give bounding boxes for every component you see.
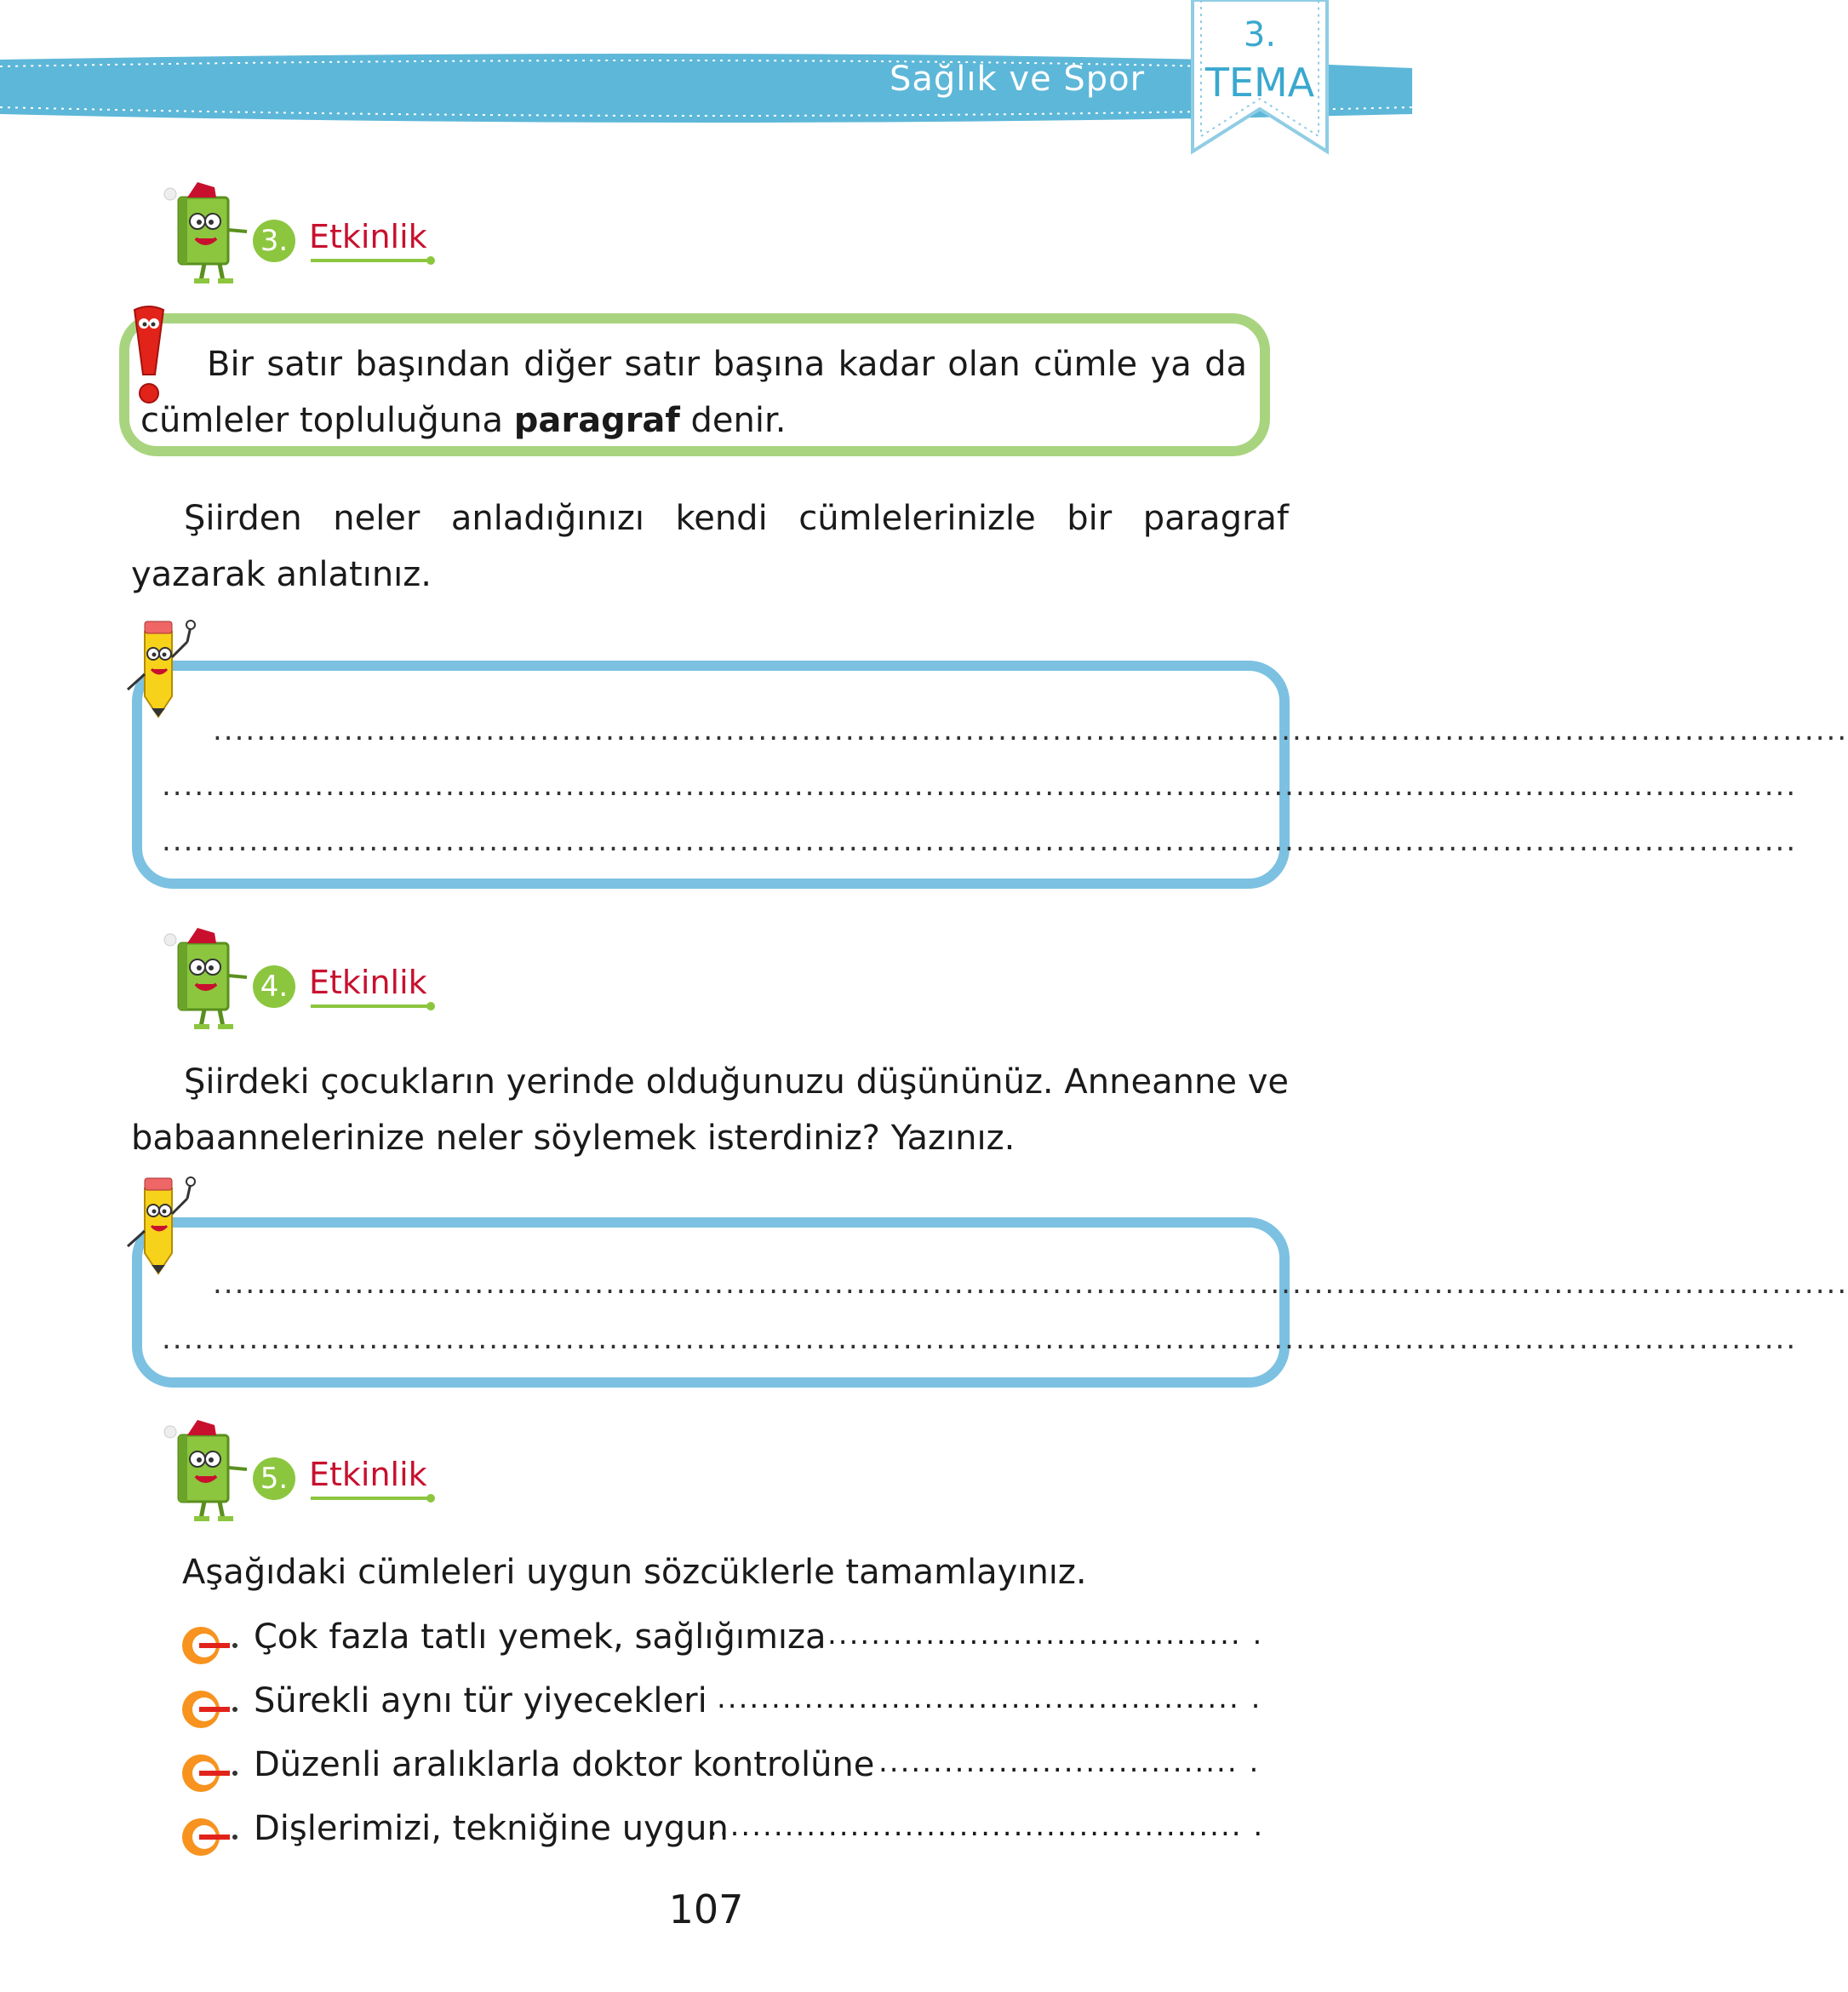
activity-4-instruction-text: Şiirdeki çocukların yerinde olduğunuzu düşününüz. Anneanne ve babaannelerinize neler söylemek isterdiniz? Yazınız. [131, 1062, 1289, 1158]
activity-3-instruction-text: Şiirden neler anladığınızı kendi cümlelerinizle bir paragraf yazarak anlatınız. [131, 499, 1289, 594]
list-item [180, 1681, 1296, 1732]
pencil-mascot-icon [119, 1171, 204, 1291]
pencil-mascot-icon [119, 615, 204, 734]
answer-line[interactable]: ...................................................................................................................................................... [213, 1267, 1848, 1301]
answer-line[interactable]: ...................................................................................................................................................... [162, 1322, 1798, 1356]
list-item [180, 1745, 1296, 1796]
tema-label: TEMA [1204, 60, 1315, 106]
bullet-arrow-icon [180, 1750, 240, 1796]
answer-line[interactable]: ...................................................................................................................................................... [213, 713, 1848, 747]
activity-number: 5. [253, 1457, 295, 1500]
page-number: 107 [668, 1886, 744, 1932]
activity-number: 3. [253, 220, 295, 262]
sentence-prompt: Çok fazla tatlı yemek, sağlığımıza [254, 1617, 827, 1657]
info-text-after: denir. [679, 401, 787, 440]
activity-3-instruction [131, 490, 1289, 603]
activity-4-heading [153, 924, 443, 1035]
activity-4-instruction [131, 1054, 1289, 1166]
bullet-arrow-icon [180, 1814, 240, 1860]
answer-box-2[interactable] [132, 1217, 1848, 1388]
answer-line[interactable]: ...................................................................................................................................................... [162, 824, 1798, 858]
blank-input[interactable]: ................................................. . [708, 1809, 1265, 1843]
activity-3-heading [153, 179, 443, 289]
bullet-arrow-icon [180, 1623, 240, 1669]
activity-5-heading [153, 1417, 443, 1527]
activity-number: 4. [253, 965, 295, 1008]
sentence-prompt: Sürekli aynı tür yiyecekleri [254, 1681, 707, 1720]
activity-5-instruction: Aşağıdaki cümleleri uygun sözcüklerle tamamlayınız. [182, 1553, 1087, 1592]
theme-title: Sağlık ve Spor [890, 60, 1146, 99]
answer-line[interactable]: ...................................................................................................................................................... [162, 769, 1798, 803]
blank-input[interactable]: ................................................ . [717, 1681, 1262, 1715]
info-bold-word: paragraf [513, 401, 680, 440]
activity-label: Etkinlik [309, 218, 427, 255]
info-text-before: Bir satır başından diğer satır başına kadar olan cümle ya da cümleler topluluğuna [140, 345, 1247, 440]
tema-number: 3. [1243, 15, 1277, 54]
sentence-prompt: Düzenli aralıklarla doktor kontrolüne [254, 1745, 875, 1784]
activity-label: Etkinlik [309, 964, 427, 1001]
list-item [180, 1617, 1296, 1669]
activity-label: Etkinlik [309, 1456, 427, 1493]
bullet-arrow-icon [180, 1686, 240, 1732]
blank-input[interactable]: ................................. . [878, 1745, 1261, 1779]
blank-input[interactable]: ...................................... . [827, 1617, 1264, 1651]
sentence-prompt: Dişlerimizi, tekniğine uygun [254, 1809, 729, 1848]
list-item [180, 1809, 1296, 1860]
info-text [140, 336, 1247, 449]
